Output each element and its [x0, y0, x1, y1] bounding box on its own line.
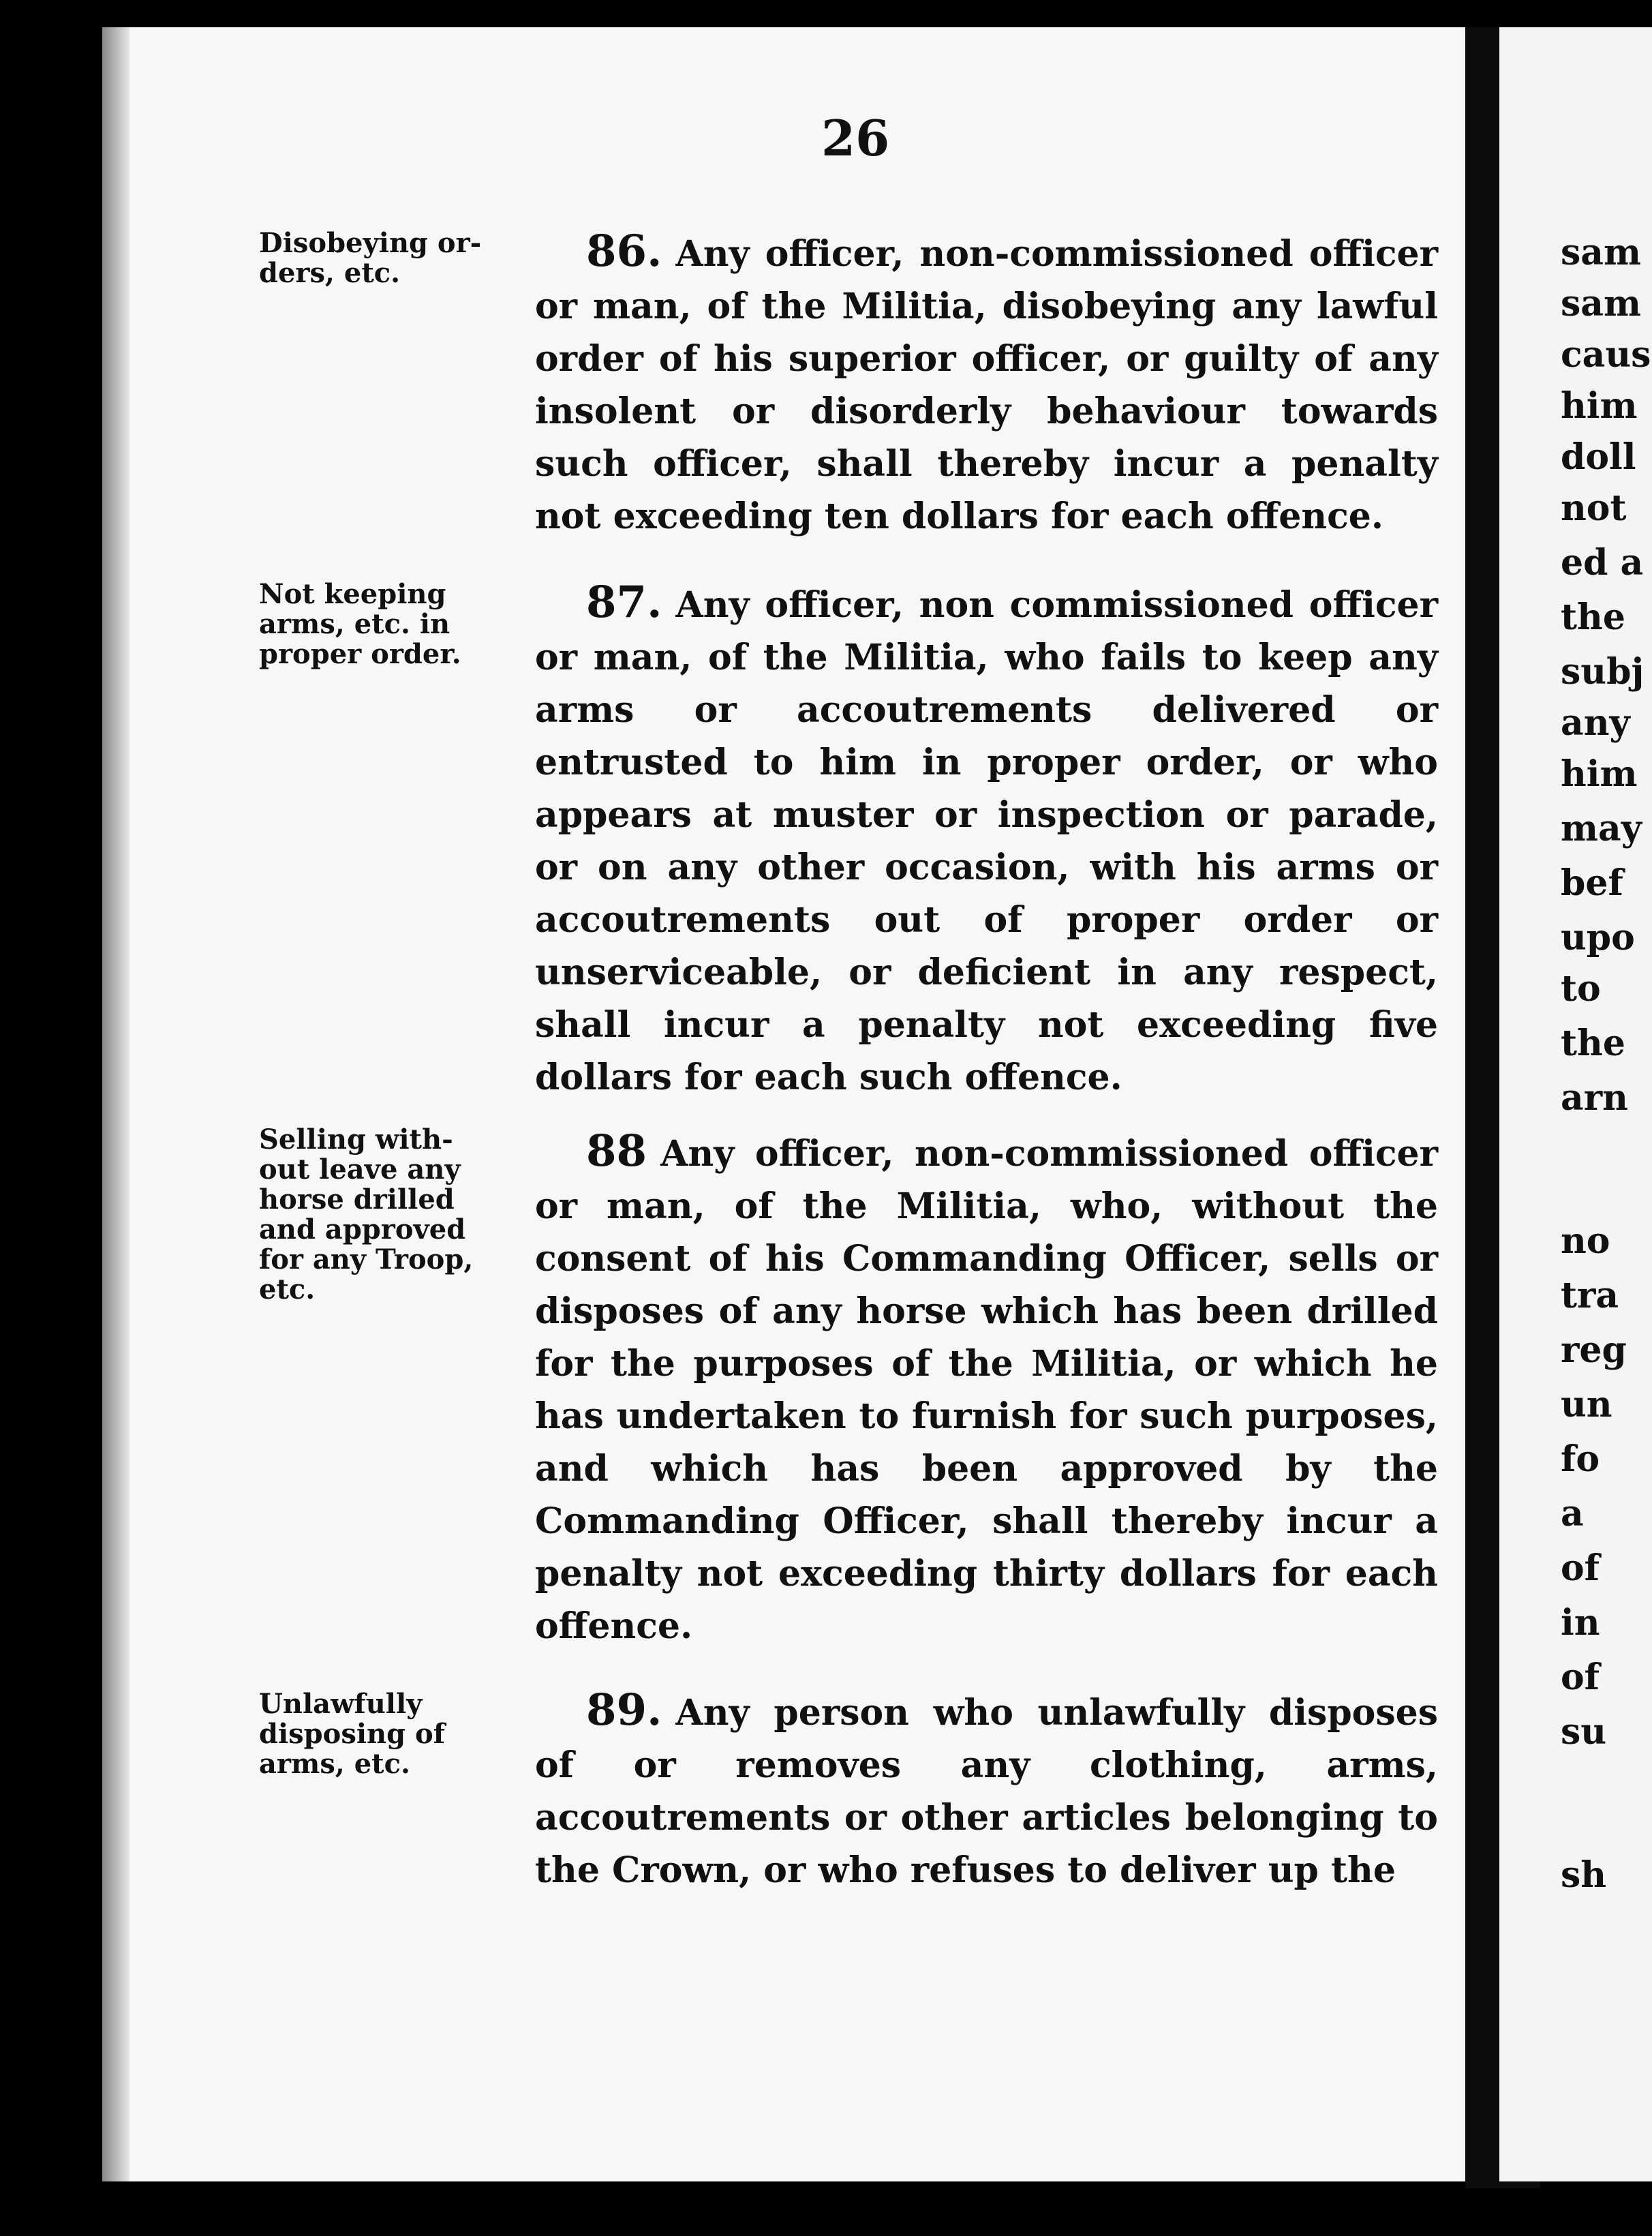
facing-page-fragment: of: [1561, 1547, 1600, 1589]
margin-note-line: Selling with-: [259, 1123, 453, 1155]
section-89: [535, 1684, 1438, 1897]
facing-page-fragment: any: [1561, 702, 1630, 744]
facing-page-fragment: no: [1561, 1220, 1610, 1262]
section-number: 88: [586, 1125, 647, 1177]
facing-page-fragment: upo: [1561, 917, 1635, 958]
section-number: 87.: [586, 577, 662, 628]
facing-page-fragment: sh: [1561, 1854, 1607, 1896]
margin-note-line: Unlawfully: [259, 1688, 423, 1720]
section-number: 86.: [586, 226, 662, 277]
facing-page-fragment: tra: [1561, 1275, 1619, 1316]
facing-page-fragment: arn: [1561, 1077, 1628, 1119]
gutter-shadow: [102, 27, 129, 2181]
margin-note-line: ders, etc.: [259, 257, 401, 289]
margin-note-line: arms, etc.: [259, 1748, 410, 1780]
page-number: 26: [821, 109, 890, 167]
margin-note-not-keeping-arms: [259, 579, 491, 669]
facing-page-fragment: fo: [1561, 1438, 1600, 1480]
margin-note-line: out leave any: [259, 1153, 461, 1185]
facing-page-fragment: su: [1561, 1711, 1607, 1753]
facing-page-fragment: subj: [1561, 651, 1645, 693]
margin-note-disobeying-orders: [259, 228, 491, 288]
facing-page-fragment: the: [1561, 1023, 1625, 1064]
facing-page-fragment: doll: [1561, 436, 1636, 478]
facing-page-fragment: sam: [1561, 283, 1641, 324]
section-88: [535, 1125, 1438, 1652]
section-text: Any officer, non-commissioned officer or man, of the Militia, disobeying any lawful order of his superior officer, or guilty of any insolent or disorderly behaviour towards such officer, shall thereby incur a penalty not exceeding ten dollars for each offence.: [535, 233, 1438, 537]
facing-page-fragment: un: [1561, 1384, 1612, 1425]
margin-note-line: etc.: [259, 1273, 316, 1305]
margin-note-line: and approved: [259, 1213, 466, 1245]
margin-note-line: horse drilled: [259, 1183, 455, 1215]
facing-page-fragment: reg: [1561, 1329, 1627, 1371]
facing-page-fragment: him: [1561, 753, 1638, 795]
section-text: Any person who unlawfully disposes of or removes any clothing, arms, accoutrements or other articles belonging to the Crown, or who refuses to deliver up the: [535, 1692, 1438, 1891]
section-number: 89.: [586, 1684, 662, 1736]
facing-page-fragment: ed a: [1561, 542, 1644, 584]
facing-page-fragment: in: [1561, 1602, 1600, 1644]
margin-note-line: Not keeping: [259, 578, 446, 610]
facing-page-fragment: of: [1561, 1657, 1600, 1698]
margin-note-selling-horse: [259, 1125, 491, 1305]
section-text: Any officer, non commissioned officer or man, of the Militia, who fails to keep any arms or accoutrements delivered or entrusted to him in proper order, or who appears at muster or inspection or parade, or on any other occasion, with his arms or accoutrements out of proper order or unserviceable, or deficient in any respect, shall incur a penalty not exceeding five dollars for each such offence.: [535, 584, 1438, 1098]
facing-page-fragment: may: [1561, 808, 1642, 849]
margin-note-line: arms, etc. in: [259, 608, 450, 640]
margin-note-unlawfully-disposing: [259, 1689, 491, 1779]
facing-page-fragment: him: [1561, 385, 1638, 427]
facing-page-fragment: the: [1561, 596, 1625, 638]
facing-page-fragment: bef: [1561, 862, 1623, 904]
section-text: Any officer, non-commissioned officer or man, of the Militia, who, without the consent of his Commanding Officer, sells or disposes of any horse which has been drilled for the purposes of the Militia, or which he has undertaken to furnish for such purposes, and which has been approved by the Commanding Officer, shall thereby incur a penalty not exceeding thirty dollars for each offence.: [535, 1133, 1438, 1647]
margin-note-line: proper order.: [259, 638, 461, 670]
facing-page-fragment: sam: [1561, 232, 1641, 273]
margin-note-line: disposing of: [259, 1718, 445, 1750]
section-87: [535, 576, 1438, 1104]
margin-note-line: Disobeying or-: [259, 227, 482, 259]
facing-page-fragment: a: [1561, 1493, 1584, 1535]
facing-page-fragment: not: [1561, 487, 1627, 529]
section-86: [535, 225, 1438, 543]
margin-note-line: for any Troop,: [259, 1243, 474, 1275]
facing-page-fragment: to: [1561, 968, 1601, 1010]
facing-page-fragment: caus: [1561, 334, 1651, 376]
